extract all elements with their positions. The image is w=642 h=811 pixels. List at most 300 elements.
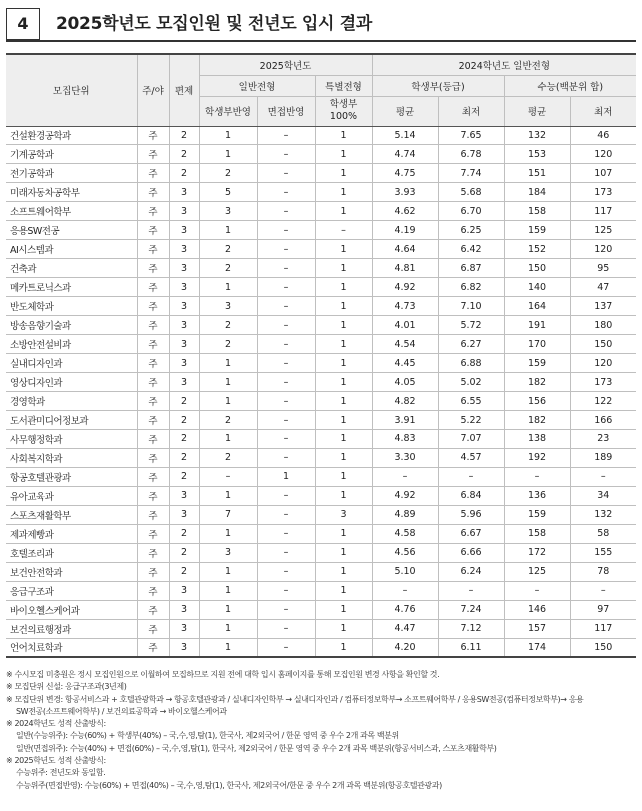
table-row [6,467,636,486]
table-row [6,373,636,392]
cell-department: 반도체학과 [6,297,137,316]
cell-record-average: 4.54 [372,335,438,354]
cell-general-interview-count: – [257,581,315,600]
cell-general-record-count: 3 [199,543,257,562]
cell-general-record-count: 2 [199,335,257,354]
cell-department: 보건의료행정과 [6,619,137,638]
table-row [6,183,636,202]
cell-record-average: 4.47 [372,619,438,638]
header-special-admission: 특별전형 [315,75,372,96]
cell-record-average: 4.01 [372,316,438,335]
cell-record-minimum: 6.55 [438,392,504,411]
cell-general-interview-count: – [257,221,315,240]
cell-csat-minimum: 132 [570,505,636,524]
cell-csat-minimum: 189 [570,448,636,467]
cell-csat-minimum: 34 [570,486,636,505]
cell-day-night: 주 [137,448,169,467]
cell-program-years: 2 [169,164,199,183]
cell-general-interview-count: – [257,486,315,505]
cell-record-minimum: 7.74 [438,164,504,183]
cell-csat-minimum: 47 [570,278,636,297]
header-csat: 수능(백분위 합) [504,75,636,96]
header-general-admission: 일반전형 [199,75,315,96]
table-row [6,354,636,373]
cell-record-minimum: 6.78 [438,145,504,164]
table-header [6,54,636,126]
cell-special-count: 1 [315,240,372,259]
cell-csat-average: 182 [504,373,570,392]
cell-program-years: 3 [169,278,199,297]
cell-day-night: 주 [137,126,169,145]
cell-record-average: 4.89 [372,505,438,524]
cell-day-night: 주 [137,316,169,335]
footnote-line: ※ 모집단위 신설: 응급구조과(3년제) [6,682,127,692]
cell-csat-average: 182 [504,411,570,430]
cell-csat-average: 156 [504,392,570,411]
cell-csat-minimum: 117 [570,619,636,638]
cell-special-count: 1 [315,297,372,316]
cell-day-night: 주 [137,202,169,221]
cell-day-night: 주 [137,600,169,619]
table-row [6,221,636,240]
cell-csat-minimum: 120 [570,240,636,259]
table-row [6,316,636,335]
cell-special-count: 1 [315,467,372,486]
header-record-average: 평균 [372,96,438,126]
cell-special-count: 1 [315,448,372,467]
cell-csat-minimum: 150 [570,638,636,657]
cell-record-minimum: 6.88 [438,354,504,373]
cell-day-night: 주 [137,562,169,581]
cell-day-night: 주 [137,221,169,240]
cell-general-interview-count: – [257,505,315,524]
cell-csat-average: 174 [504,638,570,657]
cell-csat-minimum: 122 [570,392,636,411]
footnote-line: 일반(수능위주): 수능(60%) + 학생부(40%) – 국,수,영,탐(1), 한국사, 제2외국어 / 한문 영역 중 우수 2개 과목 백분위 [16,731,399,741]
cell-general-record-count: 1 [199,524,257,543]
cell-csat-average: 192 [504,448,570,467]
cell-general-interview-count: – [257,145,315,164]
table-body [6,126,636,657]
cell-program-years: 3 [169,240,199,259]
cell-special-count: 1 [315,543,372,562]
cell-program-years: 3 [169,221,199,240]
cell-general-record-count: 2 [199,448,257,467]
cell-general-record-count: – [199,467,257,486]
cell-special-count: 1 [315,524,372,543]
cell-csat-minimum: 166 [570,411,636,430]
cell-program-years: 2 [169,411,199,430]
cell-day-night: 주 [137,145,169,164]
cell-day-night: 주 [137,505,169,524]
footnote-line: 일반(면접위주): 수능(40%) + 면접(60%) – 국,수,영,탐(1), 한국사, 제2외국어 / 한문 영역 중 우수 2개 과목 백분위(항공서비스과, 스포츠재활학부) [16,743,497,753]
table-row [6,145,636,164]
table-row [6,619,636,638]
cell-record-minimum: 5.02 [438,373,504,392]
cell-csat-minimum: 155 [570,543,636,562]
cell-record-average: 3.30 [372,448,438,467]
cell-special-count: – [315,221,372,240]
cell-general-interview-count: – [257,373,315,392]
cell-general-record-count: 1 [199,221,257,240]
cell-department: 경영학과 [6,392,137,411]
cell-csat-minimum: 120 [570,354,636,373]
cell-special-count: 1 [315,259,372,278]
cell-csat-average: 125 [504,562,570,581]
cell-record-minimum: – [438,467,504,486]
cell-department: 건축과 [6,259,137,278]
cell-general-interview-count: – [257,164,315,183]
cell-csat-minimum: 97 [570,600,636,619]
cell-record-average: 4.62 [372,202,438,221]
table-row [6,448,636,467]
section-title-bar [6,8,636,42]
footnote-line: 수능위주(면접반영): 수능(60%) + 면접(40%) – 국,수,영,탐(1), 한국사, 제2외국어/한문 중 우수 2개 과목 백분위(항공호텔관광과) [16,780,442,790]
cell-general-record-count: 2 [199,164,257,183]
page-title: 2025학년도 모집인원 및 전년도 입시 결과 [56,14,373,34]
table-row [6,164,636,183]
header-general-record: 학생부반영 [199,96,257,126]
cell-department: 응용SW전공 [6,221,137,240]
cell-csat-minimum: – [570,581,636,600]
cell-day-night: 주 [137,486,169,505]
cell-record-average: 4.45 [372,354,438,373]
cell-record-minimum: 6.84 [438,486,504,505]
table-row [6,581,636,600]
cell-program-years: 3 [169,486,199,505]
header-day-night: 주/야 [137,54,169,126]
cell-program-years: 3 [169,259,199,278]
cell-special-count: 1 [315,145,372,164]
cell-record-minimum: 4.57 [438,448,504,467]
cell-csat-minimum: 150 [570,335,636,354]
cell-csat-minimum: 95 [570,259,636,278]
cell-special-count: 3 [315,505,372,524]
cell-special-count: 1 [315,411,372,430]
cell-department: 소프트웨어학부 [6,202,137,221]
cell-general-record-count: 1 [199,354,257,373]
cell-program-years: 2 [169,126,199,145]
table-row [6,638,636,657]
cell-program-years: 3 [169,183,199,202]
cell-special-count: 1 [315,316,372,335]
cell-special-count: 1 [315,183,372,202]
cell-csat-average: 159 [504,221,570,240]
cell-csat-average: 159 [504,354,570,373]
cell-department: 전기공학과 [6,164,137,183]
cell-department: 바이오헬스케어과 [6,600,137,619]
cell-record-average: 4.20 [372,638,438,657]
cell-general-interview-count: – [257,183,315,202]
cell-general-record-count: 2 [199,316,257,335]
cell-record-average: 5.10 [372,562,438,581]
cell-department: 미래자동차공학부 [6,183,137,202]
cell-day-night: 주 [137,240,169,259]
cell-special-count: 1 [315,354,372,373]
cell-csat-average: 138 [504,430,570,449]
table-row [6,543,636,562]
cell-general-interview-count: 1 [257,467,315,486]
cell-special-count: 1 [315,278,372,297]
cell-record-average: 4.76 [372,600,438,619]
table-row [6,524,636,543]
cell-program-years: 3 [169,202,199,221]
cell-record-minimum: 5.96 [438,505,504,524]
cell-csat-minimum: 58 [570,524,636,543]
cell-department: 사무행정학과 [6,430,137,449]
header-dept: 모집단위 [6,54,137,126]
cell-record-average: – [372,467,438,486]
cell-record-minimum: 7.12 [438,619,504,638]
header-school-record: 학생부(등급) [372,75,504,96]
cell-program-years: 3 [169,619,199,638]
table-row [6,486,636,505]
cell-general-interview-count: – [257,448,315,467]
cell-general-record-count: 1 [199,126,257,145]
cell-general-interview-count: – [257,202,315,221]
header-group-2025: 2025학년도 [199,54,372,75]
cell-record-minimum: 5.68 [438,183,504,202]
cell-program-years: 2 [169,524,199,543]
cell-day-night: 주 [137,259,169,278]
cell-day-night: 주 [137,297,169,316]
cell-record-minimum: 5.22 [438,411,504,430]
cell-csat-average: 151 [504,164,570,183]
cell-csat-average: 184 [504,183,570,202]
cell-general-interview-count: – [257,297,315,316]
cell-general-interview-count: – [257,126,315,145]
cell-program-years: 2 [169,562,199,581]
cell-record-average: 5.14 [372,126,438,145]
cell-csat-average: – [504,467,570,486]
cell-general-interview-count: – [257,392,315,411]
cell-general-record-count: 3 [199,202,257,221]
cell-record-average: 3.91 [372,411,438,430]
cell-general-interview-count: – [257,524,315,543]
cell-program-years: 2 [169,392,199,411]
cell-day-night: 주 [137,278,169,297]
cell-general-record-count: 1 [199,619,257,638]
cell-day-night: 주 [137,164,169,183]
cell-csat-average: 164 [504,297,570,316]
cell-general-record-count: 2 [199,411,257,430]
cell-csat-minimum: 173 [570,373,636,392]
cell-department: 호텔조리과 [6,543,137,562]
cell-record-minimum: 6.42 [438,240,504,259]
cell-general-interview-count: – [257,600,315,619]
cell-department: 유아교육과 [6,486,137,505]
cell-department: 제과제빵과 [6,524,137,543]
cell-special-count: 1 [315,600,372,619]
table-row [6,259,636,278]
cell-record-minimum: – [438,581,504,600]
cell-special-count: 1 [315,619,372,638]
cell-record-minimum: 6.70 [438,202,504,221]
cell-csat-minimum: 137 [570,297,636,316]
cell-day-night: 주 [137,354,169,373]
cell-csat-average: 157 [504,619,570,638]
header-special-record: 학생부 100% [315,96,372,126]
cell-program-years: 2 [169,145,199,164]
cell-general-interview-count: – [257,638,315,657]
cell-record-minimum: 6.27 [438,335,504,354]
cell-csat-average: 159 [504,505,570,524]
cell-record-average: 4.74 [372,145,438,164]
cell-program-years: 3 [169,354,199,373]
cell-special-count: 1 [315,164,372,183]
cell-csat-average: 152 [504,240,570,259]
cell-record-average: 4.05 [372,373,438,392]
cell-general-record-count: 1 [199,486,257,505]
cell-record-average: 4.64 [372,240,438,259]
table-row [6,297,636,316]
cell-csat-average: 153 [504,145,570,164]
cell-general-interview-count: – [257,354,315,373]
footnote-line: ※ 모집단위 변경: 항공서비스과 + 호텔관광학과 → 항공호텔관광과 / 실내디자인학부 → 실내디자인과 / 컴퓨터정보학부→ 소프트웨어학부 / 응용SW전공(컴퓨터정보학부)→ 응용 [6,694,584,704]
table-row [6,505,636,524]
cell-general-record-count: 1 [199,562,257,581]
cell-day-night: 주 [137,183,169,202]
cell-record-minimum: 6.11 [438,638,504,657]
cell-special-count: 1 [315,638,372,657]
cell-csat-minimum: 180 [570,316,636,335]
cell-general-interview-count: – [257,335,315,354]
cell-record-average: 4.19 [372,221,438,240]
cell-program-years: 3 [169,316,199,335]
table-row [6,411,636,430]
cell-record-average: 4.82 [372,392,438,411]
footnotes [6,669,636,792]
cell-special-count: 1 [315,373,372,392]
cell-department: 언어치료학과 [6,638,137,657]
cell-record-minimum: 6.24 [438,562,504,581]
cell-special-count: 1 [315,486,372,505]
cell-program-years: 2 [169,430,199,449]
cell-csat-minimum: 23 [570,430,636,449]
cell-csat-average: 172 [504,543,570,562]
cell-day-night: 주 [137,524,169,543]
cell-day-night: 주 [137,638,169,657]
cell-department: 실내디자인과 [6,354,137,373]
cell-csat-average: 158 [504,202,570,221]
table-row [6,202,636,221]
cell-day-night: 주 [137,543,169,562]
cell-general-record-count: 7 [199,505,257,524]
table-row [6,562,636,581]
cell-program-years: 2 [169,543,199,562]
section-number: 4 [6,8,40,40]
cell-csat-minimum: 46 [570,126,636,145]
cell-record-average: 4.73 [372,297,438,316]
table-row [6,600,636,619]
cell-special-count: 1 [315,335,372,354]
footnote-line: SW전공(소프트웨어학부) / 보건의료공학과 → 바이오헬스케어과 [16,706,227,716]
cell-general-interview-count: – [257,240,315,259]
cell-csat-average: – [504,581,570,600]
cell-department: 사회복지학과 [6,448,137,467]
cell-record-minimum: 6.82 [438,278,504,297]
cell-record-minimum: 7.10 [438,297,504,316]
cell-department: 소방안전설비과 [6,335,137,354]
cell-day-night: 주 [137,430,169,449]
cell-general-record-count: 1 [199,600,257,619]
header-group-2024: 2024학년도 일반전형 [372,54,636,75]
table-row [6,126,636,145]
table-row [6,278,636,297]
cell-general-record-count: 5 [199,183,257,202]
header-csat-average: 평균 [504,96,570,126]
cell-day-night: 주 [137,619,169,638]
cell-general-interview-count: – [257,430,315,449]
header-record-minimum: 최저 [438,96,504,126]
cell-general-record-count: 2 [199,240,257,259]
admissions-table [6,53,636,658]
cell-program-years: 2 [169,467,199,486]
cell-csat-minimum: 78 [570,562,636,581]
cell-program-years: 3 [169,297,199,316]
footnote-line: ※ 2024학년도 성적 산출방식: [6,719,106,729]
header-csat-minimum: 최저 [570,96,636,126]
cell-record-average: 3.93 [372,183,438,202]
cell-csat-minimum: 107 [570,164,636,183]
cell-program-years: 3 [169,373,199,392]
cell-day-night: 주 [137,581,169,600]
cell-record-minimum: 6.25 [438,221,504,240]
cell-csat-minimum: 125 [570,221,636,240]
cell-general-record-count: 1 [199,581,257,600]
cell-general-interview-count: – [257,543,315,562]
cell-department: 도서관미디어정보과 [6,411,137,430]
cell-day-night: 주 [137,467,169,486]
cell-general-record-count: 1 [199,145,257,164]
cell-department: 항공호텔관광과 [6,467,137,486]
footnote-line: ※ 2025학년도 성적 산출방식: [6,756,106,766]
cell-department: 스포츠재활학부 [6,505,137,524]
cell-general-interview-count: – [257,278,315,297]
cell-general-interview-count: – [257,411,315,430]
cell-special-count: 1 [315,581,372,600]
cell-record-minimum: 7.65 [438,126,504,145]
cell-general-record-count: 1 [199,638,257,657]
header-general-interview: 면접반영 [257,96,315,126]
cell-program-years: 2 [169,448,199,467]
cell-general-record-count: 3 [199,297,257,316]
cell-csat-average: 136 [504,486,570,505]
cell-general-record-count: 2 [199,259,257,278]
cell-department: 건설환경공학과 [6,126,137,145]
table-row [6,240,636,259]
cell-department: 영상디자인과 [6,373,137,392]
cell-day-night: 주 [137,411,169,430]
cell-day-night: 주 [137,373,169,392]
cell-special-count: 1 [315,562,372,581]
cell-record-average: 4.75 [372,164,438,183]
cell-record-average: 4.58 [372,524,438,543]
cell-record-minimum: 6.87 [438,259,504,278]
cell-record-minimum: 6.67 [438,524,504,543]
cell-program-years: 3 [169,600,199,619]
cell-special-count: 1 [315,392,372,411]
cell-record-minimum: 6.66 [438,543,504,562]
cell-csat-average: 170 [504,335,570,354]
cell-program-years: 3 [169,638,199,657]
cell-special-count: 1 [315,202,372,221]
cell-record-average: 4.81 [372,259,438,278]
cell-general-interview-count: – [257,619,315,638]
cell-csat-average: 140 [504,278,570,297]
cell-general-record-count: 1 [199,373,257,392]
footnote-line: 수능위주: 전년도와 동일함. [16,768,106,778]
